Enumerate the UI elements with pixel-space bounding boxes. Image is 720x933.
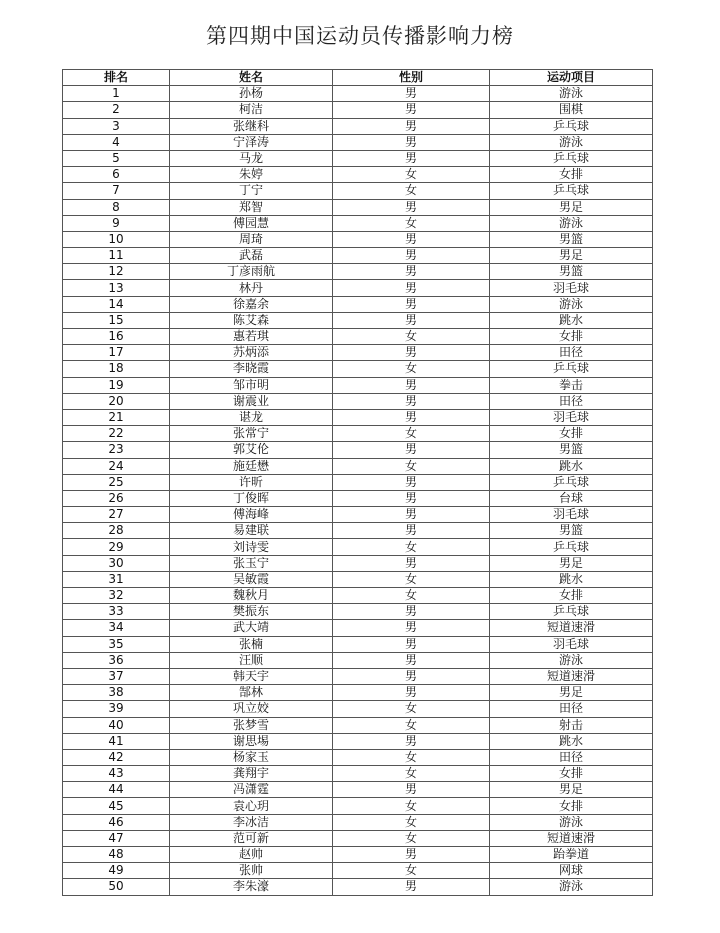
gender-cell: 女	[333, 167, 490, 183]
name-cell: 韩天宇	[170, 668, 333, 684]
gender-cell: 男	[333, 652, 490, 668]
sport-cell: 乒乓球	[490, 150, 653, 166]
rank-cell: 12	[63, 264, 170, 280]
table-body	[63, 86, 653, 895]
table-row	[63, 134, 653, 150]
gender-cell: 女	[333, 766, 490, 782]
sport-cell: 游泳	[490, 652, 653, 668]
table-row	[63, 167, 653, 183]
name-cell: 袁心玥	[170, 798, 333, 814]
gender-cell: 女	[333, 215, 490, 231]
gender-cell: 男	[333, 685, 490, 701]
name-cell: 朱婷	[170, 167, 333, 183]
sport-cell: 男篮	[490, 442, 653, 458]
rank-cell: 16	[63, 329, 170, 345]
name-cell: 李晓霞	[170, 361, 333, 377]
sport-cell: 游泳	[490, 879, 653, 895]
table-row	[63, 280, 653, 296]
gender-cell: 女	[333, 798, 490, 814]
header-sport: 运动项目	[490, 70, 653, 86]
rank-cell: 49	[63, 863, 170, 879]
rank-cell: 17	[63, 345, 170, 361]
table-row	[63, 474, 653, 490]
sport-cell: 羽毛球	[490, 636, 653, 652]
gender-cell: 女	[333, 830, 490, 846]
rank-cell: 31	[63, 571, 170, 587]
table-row	[63, 86, 653, 102]
table-row	[63, 636, 653, 652]
sport-cell: 游泳	[490, 134, 653, 150]
name-cell: 丁宁	[170, 183, 333, 199]
name-cell: 孙杨	[170, 86, 333, 102]
table-row	[63, 847, 653, 863]
sport-cell: 乒乓球	[490, 604, 653, 620]
rank-cell: 38	[63, 685, 170, 701]
sport-cell: 游泳	[490, 86, 653, 102]
sport-cell: 围棋	[490, 102, 653, 118]
name-cell: 巩立姣	[170, 701, 333, 717]
table-row	[63, 345, 653, 361]
table-row	[63, 733, 653, 749]
sport-cell: 女排	[490, 766, 653, 782]
gender-cell: 男	[333, 555, 490, 571]
table-row	[63, 766, 653, 782]
table-row	[63, 782, 653, 798]
table-row	[63, 652, 653, 668]
name-cell: 汪顺	[170, 652, 333, 668]
name-cell: 丁俊晖	[170, 490, 333, 506]
name-cell: 张常宁	[170, 426, 333, 442]
rank-cell: 11	[63, 248, 170, 264]
header-name: 姓名	[170, 70, 333, 86]
table-row	[63, 830, 653, 846]
table-row	[63, 879, 653, 895]
sport-cell: 短道速滑	[490, 668, 653, 684]
gender-cell: 男	[333, 636, 490, 652]
rank-cell: 32	[63, 588, 170, 604]
gender-cell: 男	[333, 264, 490, 280]
gender-cell: 男	[333, 442, 490, 458]
sport-cell: 女排	[490, 798, 653, 814]
rank-cell: 34	[63, 620, 170, 636]
ranking-table	[62, 69, 653, 896]
name-cell: 郑智	[170, 199, 333, 215]
table-row	[63, 248, 653, 264]
table-row	[63, 507, 653, 523]
gender-cell: 男	[333, 668, 490, 684]
sport-cell: 跳水	[490, 733, 653, 749]
table-row	[63, 377, 653, 393]
name-cell: 谌龙	[170, 409, 333, 425]
name-cell: 丁彦雨航	[170, 264, 333, 280]
sport-cell: 短道速滑	[490, 620, 653, 636]
sport-cell: 羽毛球	[490, 409, 653, 425]
name-cell: 许昕	[170, 474, 333, 490]
gender-cell: 男	[333, 199, 490, 215]
rank-cell: 41	[63, 733, 170, 749]
table-row	[63, 361, 653, 377]
table-row	[63, 798, 653, 814]
table-row	[63, 685, 653, 701]
rank-cell: 19	[63, 377, 170, 393]
sport-cell: 跳水	[490, 458, 653, 474]
table-row	[63, 620, 653, 636]
gender-cell: 男	[333, 490, 490, 506]
gender-cell: 女	[333, 717, 490, 733]
gender-cell: 男	[333, 604, 490, 620]
sport-cell: 短道速滑	[490, 830, 653, 846]
sport-cell: 拳击	[490, 377, 653, 393]
sport-cell: 田径	[490, 393, 653, 409]
rank-cell: 44	[63, 782, 170, 798]
rank-cell: 18	[63, 361, 170, 377]
sport-cell: 游泳	[490, 296, 653, 312]
name-cell: 冯潇霆	[170, 782, 333, 798]
name-cell: 徐嘉余	[170, 296, 333, 312]
table-row	[63, 312, 653, 328]
gender-cell: 女	[333, 588, 490, 604]
rank-cell: 29	[63, 539, 170, 555]
rank-cell: 21	[63, 409, 170, 425]
name-cell: 张梦雪	[170, 717, 333, 733]
sport-cell: 男篮	[490, 231, 653, 247]
gender-cell: 男	[333, 248, 490, 264]
sport-cell: 女排	[490, 588, 653, 604]
sport-cell: 男足	[490, 248, 653, 264]
rank-cell: 22	[63, 426, 170, 442]
name-cell: 施廷懋	[170, 458, 333, 474]
gender-cell: 男	[333, 86, 490, 102]
rank-cell: 36	[63, 652, 170, 668]
name-cell: 马龙	[170, 150, 333, 166]
table-row	[63, 523, 653, 539]
rank-cell: 14	[63, 296, 170, 312]
rank-cell: 27	[63, 507, 170, 523]
name-cell: 易建联	[170, 523, 333, 539]
sport-cell: 男足	[490, 782, 653, 798]
table-row	[63, 555, 653, 571]
table-row	[63, 329, 653, 345]
name-cell: 魏秋月	[170, 588, 333, 604]
gender-cell: 女	[333, 701, 490, 717]
gender-cell: 男	[333, 507, 490, 523]
sport-cell: 乒乓球	[490, 539, 653, 555]
sport-cell: 女排	[490, 426, 653, 442]
table-row	[63, 490, 653, 506]
name-cell: 张继科	[170, 118, 333, 134]
name-cell: 郭艾伦	[170, 442, 333, 458]
gender-cell: 男	[333, 231, 490, 247]
sport-cell: 田径	[490, 345, 653, 361]
table-row	[63, 150, 653, 166]
rank-cell: 50	[63, 879, 170, 895]
table-row	[63, 199, 653, 215]
rank-cell: 6	[63, 167, 170, 183]
sport-cell: 田径	[490, 701, 653, 717]
gender-cell: 男	[333, 847, 490, 863]
name-cell: 范可新	[170, 830, 333, 846]
rank-cell: 33	[63, 604, 170, 620]
gender-cell: 女	[333, 571, 490, 587]
rank-cell: 26	[63, 490, 170, 506]
gender-cell: 男	[333, 409, 490, 425]
name-cell: 苏炳添	[170, 345, 333, 361]
rank-cell: 15	[63, 312, 170, 328]
rank-cell: 3	[63, 118, 170, 134]
name-cell: 张楠	[170, 636, 333, 652]
table-row	[63, 668, 653, 684]
name-cell: 武大靖	[170, 620, 333, 636]
table-row	[63, 863, 653, 879]
gender-cell: 男	[333, 474, 490, 490]
sport-cell: 女排	[490, 167, 653, 183]
gender-cell: 女	[333, 329, 490, 345]
sport-cell: 男足	[490, 555, 653, 571]
gender-cell: 男	[333, 377, 490, 393]
gender-cell: 男	[333, 879, 490, 895]
sport-cell: 乒乓球	[490, 474, 653, 490]
rank-cell: 10	[63, 231, 170, 247]
rank-cell: 37	[63, 668, 170, 684]
rank-cell: 42	[63, 749, 170, 765]
sport-cell: 台球	[490, 490, 653, 506]
table-row	[63, 717, 653, 733]
rank-cell: 46	[63, 814, 170, 830]
name-cell: 陈艾森	[170, 312, 333, 328]
table-row	[63, 118, 653, 134]
rank-cell: 13	[63, 280, 170, 296]
rank-cell: 8	[63, 199, 170, 215]
name-cell: 郜林	[170, 685, 333, 701]
page-title: 第四期中国运动员传播影响力榜	[206, 24, 514, 48]
gender-cell: 男	[333, 733, 490, 749]
rank-cell: 28	[63, 523, 170, 539]
sport-cell: 游泳	[490, 215, 653, 231]
table-row	[63, 701, 653, 717]
gender-cell: 男	[333, 312, 490, 328]
name-cell: 周琦	[170, 231, 333, 247]
table-row	[63, 393, 653, 409]
gender-cell: 女	[333, 426, 490, 442]
name-cell: 惠若琪	[170, 329, 333, 345]
table-row	[63, 458, 653, 474]
table-row	[63, 264, 653, 280]
sport-cell: 女排	[490, 329, 653, 345]
sport-cell: 乒乓球	[490, 118, 653, 134]
rank-cell: 20	[63, 393, 170, 409]
rank-cell: 48	[63, 847, 170, 863]
gender-cell: 女	[333, 183, 490, 199]
table-row	[63, 604, 653, 620]
sport-cell: 网球	[490, 863, 653, 879]
gender-cell: 男	[333, 620, 490, 636]
sport-cell: 乒乓球	[490, 361, 653, 377]
rank-cell: 5	[63, 150, 170, 166]
table-row	[63, 588, 653, 604]
gender-cell: 女	[333, 361, 490, 377]
rank-cell: 2	[63, 102, 170, 118]
gender-cell: 女	[333, 458, 490, 474]
rank-cell: 45	[63, 798, 170, 814]
gender-cell: 女	[333, 539, 490, 555]
gender-cell: 男	[333, 393, 490, 409]
rank-cell: 40	[63, 717, 170, 733]
name-cell: 赵帅	[170, 847, 333, 863]
table-row	[63, 215, 653, 231]
rank-cell: 1	[63, 86, 170, 102]
gender-cell: 男	[333, 150, 490, 166]
gender-cell: 男	[333, 782, 490, 798]
name-cell: 张玉宁	[170, 555, 333, 571]
name-cell: 邹市明	[170, 377, 333, 393]
name-cell: 吴敏霞	[170, 571, 333, 587]
name-cell: 杨家玉	[170, 749, 333, 765]
rank-cell: 4	[63, 134, 170, 150]
rank-cell: 47	[63, 830, 170, 846]
name-cell: 李朱濠	[170, 879, 333, 895]
rank-cell: 43	[63, 766, 170, 782]
sport-cell: 田径	[490, 749, 653, 765]
name-cell: 傅海峰	[170, 507, 333, 523]
table-row	[63, 409, 653, 425]
rank-cell: 24	[63, 458, 170, 474]
rank-cell: 23	[63, 442, 170, 458]
name-cell: 谢震业	[170, 393, 333, 409]
table-row	[63, 814, 653, 830]
name-cell: 谢思埸	[170, 733, 333, 749]
table-row	[63, 183, 653, 199]
sport-cell: 射击	[490, 717, 653, 733]
rank-cell: 30	[63, 555, 170, 571]
sport-cell: 男篮	[490, 264, 653, 280]
gender-cell: 男	[333, 134, 490, 150]
sport-cell: 羽毛球	[490, 280, 653, 296]
sport-cell: 乒乓球	[490, 183, 653, 199]
table-row	[63, 571, 653, 587]
gender-cell: 女	[333, 814, 490, 830]
gender-cell: 男	[333, 345, 490, 361]
name-cell: 武磊	[170, 248, 333, 264]
sport-cell: 男足	[490, 199, 653, 215]
table-header-row	[63, 70, 653, 86]
gender-cell: 男	[333, 102, 490, 118]
table-row	[63, 442, 653, 458]
rank-cell: 25	[63, 474, 170, 490]
name-cell: 宁泽涛	[170, 134, 333, 150]
sport-cell: 跳水	[490, 312, 653, 328]
sport-cell: 跳水	[490, 571, 653, 587]
name-cell: 刘诗雯	[170, 539, 333, 555]
rank-cell: 35	[63, 636, 170, 652]
sport-cell: 男篮	[490, 523, 653, 539]
table-row	[63, 231, 653, 247]
sport-cell: 男足	[490, 685, 653, 701]
table-row	[63, 296, 653, 312]
name-cell: 樊振东	[170, 604, 333, 620]
gender-cell: 男	[333, 296, 490, 312]
name-cell: 李冰洁	[170, 814, 333, 830]
table-row	[63, 749, 653, 765]
sport-cell: 游泳	[490, 814, 653, 830]
rank-cell: 9	[63, 215, 170, 231]
name-cell: 柯洁	[170, 102, 333, 118]
sport-cell: 羽毛球	[490, 507, 653, 523]
rank-cell: 39	[63, 701, 170, 717]
gender-cell: 男	[333, 523, 490, 539]
table-row	[63, 539, 653, 555]
header-gender: 性别	[333, 70, 490, 86]
header-rank: 排名	[63, 70, 170, 86]
sport-cell: 跆拳道	[490, 847, 653, 863]
name-cell: 林丹	[170, 280, 333, 296]
gender-cell: 女	[333, 749, 490, 765]
name-cell: 傅园慧	[170, 215, 333, 231]
gender-cell: 女	[333, 863, 490, 879]
name-cell: 张帅	[170, 863, 333, 879]
gender-cell: 男	[333, 118, 490, 134]
table-row	[63, 426, 653, 442]
gender-cell: 男	[333, 280, 490, 296]
rank-cell: 7	[63, 183, 170, 199]
table-row	[63, 102, 653, 118]
name-cell: 龚翔宇	[170, 766, 333, 782]
